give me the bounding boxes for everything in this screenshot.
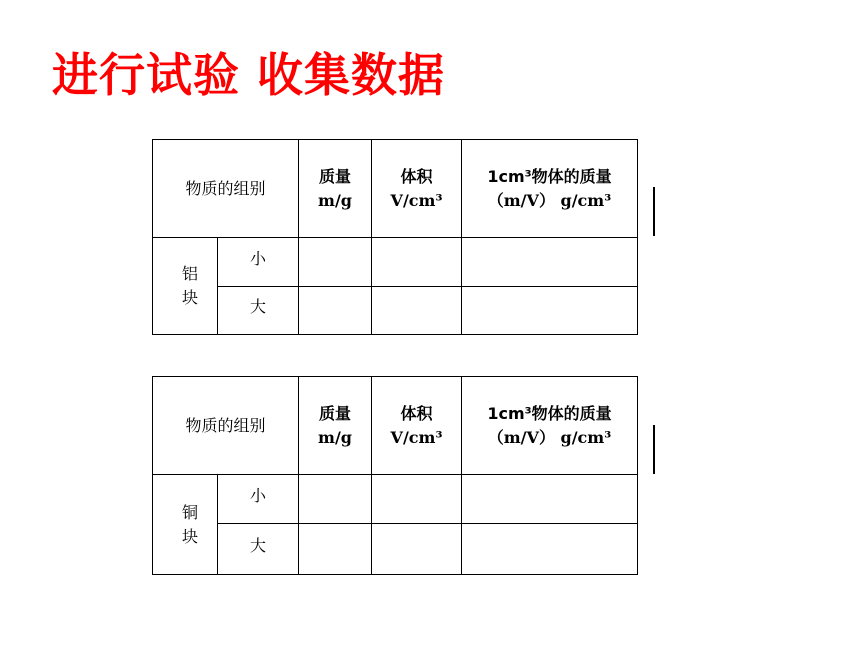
ratio-header-unit: （m/V） g/cm³ — [487, 190, 612, 210]
material-label-line1: 铜 — [181, 502, 198, 522]
data-table-aluminum — [152, 139, 638, 335]
size-label: 大 — [249, 535, 266, 555]
volume-header-label: 体积 — [400, 404, 433, 424]
group-header: 物质的组别 — [153, 377, 299, 475]
size-cell — [218, 524, 299, 575]
mass-header-label: 质量 — [318, 167, 351, 187]
size-label: 大 — [249, 297, 266, 316]
size-cell — [218, 287, 299, 335]
material-cell — [153, 475, 218, 575]
ratio-value-cell[interactable] — [462, 287, 638, 335]
table-row — [153, 238, 638, 287]
table-row — [153, 475, 638, 524]
side-bar-mark — [653, 187, 655, 236]
slide-title: 进行试验 收集数据 — [52, 48, 446, 102]
size-cell — [218, 475, 299, 524]
mass-value-cell[interactable] — [299, 475, 372, 524]
mass-value-cell[interactable] — [299, 287, 372, 335]
mass-value-cell[interactable] — [299, 524, 372, 575]
ratio-value-cell[interactable] — [462, 524, 638, 575]
size-label: 小 — [249, 485, 266, 505]
size-label: 小 — [249, 248, 266, 268]
mass-header — [299, 377, 372, 475]
data-table-copper — [152, 376, 638, 575]
volume-value-cell[interactable] — [372, 524, 462, 575]
material-label-line2: 块 — [181, 288, 198, 307]
ratio-header — [462, 140, 638, 238]
ratio-header — [462, 377, 638, 475]
ratio-header-label: 1cm³物体的质量 — [487, 167, 612, 187]
volume-header — [372, 140, 462, 238]
ratio-value-cell[interactable] — [462, 238, 638, 287]
table-header-row — [153, 377, 638, 475]
mass-header-label: 质量 — [318, 404, 351, 424]
volume-value-cell[interactable] — [372, 475, 462, 524]
mass-header-unit: m/g — [318, 190, 352, 210]
ratio-header-label: 1cm³物体的质量 — [487, 404, 612, 424]
side-bar-mark — [653, 425, 655, 474]
table-row — [153, 287, 638, 335]
mass-header-unit: m/g — [318, 427, 352, 447]
material-label-line1: 铝 — [181, 264, 198, 283]
volume-header-unit: V/cm³ — [390, 190, 443, 210]
group-header: 物质的组别 — [153, 140, 299, 238]
table-row — [153, 524, 638, 575]
volume-header — [372, 377, 462, 475]
volume-value-cell[interactable] — [372, 238, 462, 287]
size-cell — [218, 238, 299, 287]
ratio-header-unit: （m/V） g/cm³ — [487, 427, 612, 447]
table-header-row — [153, 140, 638, 238]
mass-value-cell[interactable] — [299, 238, 372, 287]
material-cell — [153, 238, 218, 335]
mass-header — [299, 140, 372, 238]
material-label-line2: 块 — [181, 526, 198, 546]
volume-header-label: 体积 — [400, 167, 433, 187]
volume-value-cell[interactable] — [372, 287, 462, 335]
ratio-value-cell[interactable] — [462, 475, 638, 524]
volume-header-unit: V/cm³ — [390, 427, 443, 447]
